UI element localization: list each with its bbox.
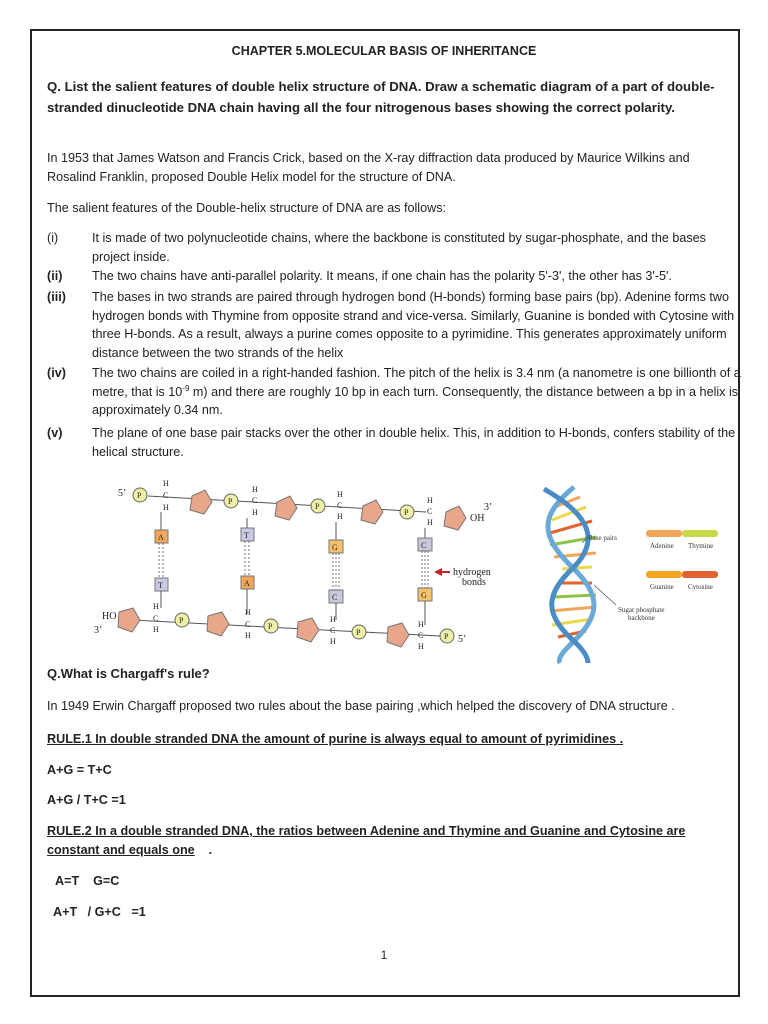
svg-text:P: P [404,508,409,517]
legend-guanine: Guanine [650,583,674,591]
top-phosphate [400,505,414,519]
svg-text:H: H [163,479,169,488]
feature-num: (ii) [47,269,63,283]
svg-text:H: H [427,518,433,527]
svg-text:C: C [252,496,258,505]
svg-text:H: H [330,637,336,646]
svg-text:C: C [332,593,338,602]
legend-thymine-bar [682,530,718,537]
hbond-label: hydrogen [453,567,491,578]
bottom-sugar [297,618,319,642]
svg-text:T: T [244,531,249,540]
top-sugar [361,500,383,524]
features-intro: The salient features of the Double-helix structure of DNA are as follows: [47,201,446,215]
bottom-ch2 [330,615,336,646]
svg-text:P: P [228,497,233,506]
backbone-label: backbone [628,614,655,622]
equation-1: A+G = T+C [47,763,112,777]
feature-item [47,229,727,267]
legend-cytosine: Cytosine [688,583,713,591]
svg-text:H: H [337,512,343,521]
top-phosphate [224,494,238,508]
svg-text:H: H [153,602,159,611]
svg-text:P: P [179,616,184,625]
svg-text:H: H [153,625,159,634]
svg-text:C: C [418,631,424,640]
svg-text:C: C [153,614,159,623]
bottom-ch2 [418,620,424,651]
svg-text:P: P [444,632,449,641]
base-pairs-label: Base pairs [588,534,617,542]
bottom-phosphate [440,629,454,643]
arrow-icon [434,568,442,576]
feature-num: (iv) [47,366,66,380]
chapter-title: CHAPTER 5.MOLECULAR BASIS OF INHERITANCE [231,44,537,58]
svg-text:H: H [418,642,424,651]
svg-text:P: P [356,628,361,637]
page-number: 1 [380,948,388,962]
svg-text:A: A [158,533,164,542]
svg-text:C: C [245,620,251,629]
svg-text:P: P [268,622,273,631]
double-helix-illustration [530,485,730,665]
equation-2: A+G / T+C =1 [47,793,126,807]
svg-text:H: H [418,620,424,629]
legend-cytosine-bar [682,571,718,578]
equation-3: A=T G=C [55,874,120,888]
feature-item [47,364,741,422]
svg-text:H: H [245,608,251,617]
question-1 [47,77,737,118]
feature-text: The plane of one base pair stacks over the other in double helix. This, in addition to H-bonds, confers stability of the helical structure. [92,426,736,459]
svg-text:H: H [330,615,336,624]
backbone-label: Sugar phosphate [618,606,665,614]
question-2: Q.What is Chargaff's rule? [47,666,210,681]
svg-text:C: C [163,491,169,500]
question-1-bold: Q. List the salient features of double helix structure of DNA. [47,79,422,94]
svg-text:C: C [337,501,343,510]
svg-text:C: C [330,626,336,635]
svg-text:H: H [163,503,169,512]
feature-item [47,267,727,287]
feature-num: (iii) [47,290,66,304]
svg-text:G: G [421,591,427,600]
svg-text:G: G [332,543,338,552]
top-ch2 [427,496,433,527]
svg-text:C: C [427,507,433,516]
top-phosphate [133,488,147,502]
feature-text: The bases in two strands are paired through hydrogen bond (H-bonds) forming base pairs (bp). Adenine forms two hydrogen bonds with Thymine from opposite strand and vice-versa. Similarly, Guanine is bonded with Cytosine with three H-bonds. As a result, always a purine comes opposite to a pyrimidine. This generates approximately uniform distance between the two strands of the helix [92,290,735,360]
top-sugar [275,496,297,520]
top-ch2 [252,485,258,517]
svg-text:H: H [252,508,258,517]
svg-text:T: T [158,581,163,590]
top-oh: OH [470,513,485,524]
top-phosphate [311,499,325,513]
feature-text: It is made of two polynucleotide chains, where the backbone is constituted by sugar-phosphate, and the bases project inside. [92,231,706,264]
intro-paragraph: In 1953 that James Watson and Francis Crick, based on the X-ray diffraction data produced by Maurice Wilkins and Rosalind Franklin, proposed Double Helix model for the structure of DNA. [47,151,690,184]
rule-2-line-2: constant and equals one [47,842,195,857]
bottom-sugar [207,612,229,636]
bottom-ch2 [153,602,159,634]
rule-2-line-1: RULE.2 In a double stranded DNA, the ratios between Adenine and Thymine and Guanine and Cytosine are [47,824,686,838]
feature-text: The two chains have anti-parallel polarity. It means, if one chain has the polarity 5'-3', the other has 3'-5'. [92,269,672,283]
top-sugar [190,490,212,514]
feature-num: (i) [47,231,59,245]
svg-text:P: P [315,502,320,511]
feature-item [47,424,736,464]
bottom-5prime: 5’ [458,634,467,645]
rule-2-tail: . [194,842,213,857]
top-ch2 [163,479,169,512]
question-1-rest: Draw a schematic diagram of a part of double-stranded dinucleotide DNA chain having all the four nitrogenous bases showing the correct polarity. [47,79,715,115]
svg-text:H: H [245,631,251,640]
svg-text:C: C [421,541,427,550]
rule-2 [47,822,737,859]
bottom-3prime: 3’ [94,625,103,636]
bottom-sugar [118,608,140,632]
top-ch2 [337,490,343,521]
svg-text:A: A [244,579,250,588]
legend-adenine: Adenine [650,542,674,550]
svg-text:H: H [252,485,258,494]
svg-text:P: P [137,491,142,500]
bottom-phosphate [264,619,278,633]
rule-1: RULE.1 In double stranded DNA the amount of purine is always equal to amount of pyrimidines . [47,732,624,746]
bottom-phosphate [352,625,366,639]
bottom-phosphate [175,613,189,627]
hbond-label: bonds [462,577,486,588]
feature-num: (v) [47,426,63,440]
equation-4: A+T / G+C =1 [53,905,146,919]
top-sugar [444,506,466,530]
chargaff-intro: In 1949 Erwin Chargaff proposed two rules about the base pairing ,which helped the discovery of DNA structure . [47,699,675,713]
svg-text:H: H [337,490,343,499]
bottom-ch2 [245,608,251,640]
top-5prime: 5’ [118,488,127,499]
dinucleotide-diagram [90,472,510,660]
bottom-ho: HO [102,611,117,622]
feature-text: The two chains are coiled in a right-handed fashion. The pitch of the helix is 3.4 nm (a nanometre is one billionth of a metre, that is $10^{-9}$ m) and there are roughly 10 bp in each turn. Consequently, the distance between a bp in a helix is approximately 0.34 nm. [92,366,741,417]
legend-thymine: Thymine [688,542,714,550]
legend-adenine-bar [646,530,682,537]
svg-text:H: H [427,496,433,505]
bottom-sugar [387,623,409,647]
feature-item [47,288,735,364]
legend-guanine-bar [646,571,682,578]
top-3prime: 3’ [484,502,493,513]
